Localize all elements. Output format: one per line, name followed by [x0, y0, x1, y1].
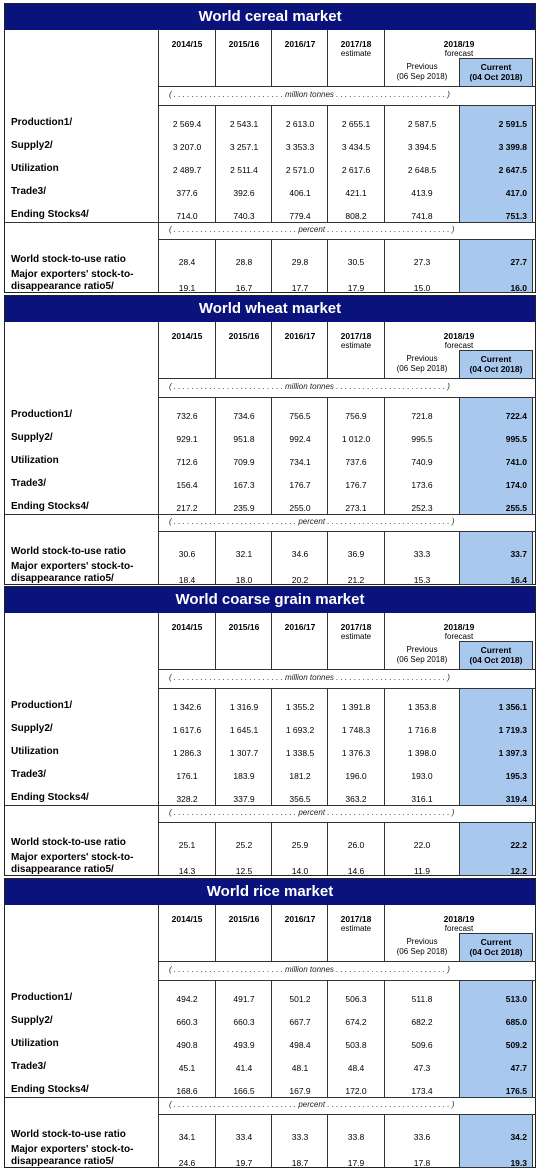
value-cell: 1 617.6 — [172, 725, 202, 735]
value-cell: 173.4 — [411, 1086, 433, 1096]
ratio-cell: 27.7 — [510, 257, 527, 267]
value-cell: 493.9 — [233, 1040, 255, 1050]
ratio-cell: 18.7 — [291, 1158, 309, 1168]
ratio-cell: 34.6 — [291, 549, 309, 559]
previous-label: Previous — [406, 62, 438, 71]
value-cell: 732.6 — [176, 411, 198, 421]
value-cell: 193.0 — [411, 771, 433, 781]
ratio-cell: 25.1 — [178, 840, 196, 850]
grid-line — [5, 222, 536, 223]
value-cell: 1 286.3 — [172, 748, 202, 758]
value-cell: 511.8 — [411, 994, 433, 1004]
unit-percent: ( . . . . . . . . . . . . . . . . . . . . . . . . . . . . percent . . . . . . . . . . . . . . . . . . . . . . . . . . . . ) — [169, 517, 455, 526]
ratio-cell: 11.9 — [414, 866, 430, 876]
value-cell: 337.9 — [233, 794, 255, 804]
ratio-cell: 24.6 — [178, 1158, 196, 1168]
value-cell: 377.6 — [176, 188, 198, 198]
value-cell: 3 399.8 — [498, 142, 527, 152]
previous-date: (06 Sep 2018) — [396, 655, 448, 664]
grid-line — [5, 514, 536, 515]
value-cell: 1 693.2 — [285, 725, 315, 735]
current-label: Current — [480, 62, 512, 72]
grid-line — [158, 322, 159, 584]
row-label: Supply2/ — [11, 140, 53, 151]
value-cell: 156.4 — [176, 480, 198, 490]
value-cell: 1 355.2 — [285, 702, 315, 712]
year-label: 2014/15 — [171, 914, 203, 924]
row-label: Utilization — [11, 746, 59, 757]
year-header — [159, 622, 215, 632]
previous-header — [385, 937, 459, 957]
value-cell: 506.3 — [345, 994, 367, 1004]
value-cell: 1 353.8 — [407, 702, 437, 712]
grid-line — [5, 805, 536, 806]
year-header — [159, 914, 215, 924]
year-header — [216, 331, 272, 341]
value-cell: 721.8 — [411, 411, 433, 421]
unit-million-tonnes: ( . . . . . . . . . . . . . . . . . . . . . . . . . million tonnes . . . . . . . . . . . . . . . . . . . . . . . . . ) — [169, 673, 450, 682]
ratio-cell: 34.1 — [178, 1132, 196, 1142]
row-label: Production1/ — [11, 409, 73, 420]
value-cell: 217.2 — [176, 503, 198, 513]
value-cell: 2 543.1 — [229, 119, 259, 129]
row-label: Trade3/ — [11, 186, 47, 197]
value-cell: 756.9 — [345, 411, 367, 421]
ratio-cell: 17.9 — [347, 283, 365, 293]
value-cell: 667.7 — [289, 1017, 311, 1027]
ratio-cell: 16.4 — [510, 575, 527, 585]
year-label: 2015/16 — [228, 39, 260, 49]
value-cell: 992.4 — [289, 434, 311, 444]
market-title: World coarse grain market — [5, 587, 535, 613]
forecast-label: forecast — [444, 632, 474, 641]
value-cell: 3 257.1 — [229, 142, 259, 152]
value-cell: 176.1 — [176, 771, 198, 781]
value-cell: 490.8 — [176, 1040, 198, 1050]
ratio-cell: 33.3 — [413, 549, 431, 559]
ratio-cell: 15.0 — [413, 283, 431, 293]
row-label: World stock-to-use ratio — [11, 254, 126, 265]
value-cell: 45.1 — [178, 1063, 196, 1073]
ratio-cell: 25.2 — [235, 840, 253, 850]
year-label: 2015/16 — [228, 622, 260, 632]
row-label: Production1/ — [11, 117, 73, 128]
value-cell: 47.3 — [413, 1063, 431, 1073]
unit-percent: ( . . . . . . . . . . . . . . . . . . . . . . . . . . . . percent . . . . . . . . . . . . . . . . . . . . . . . . . . . . ) — [169, 808, 455, 817]
grid-line — [5, 1097, 536, 1098]
ratio-cell: 32.1 — [235, 549, 253, 559]
value-cell: 1 376.3 — [341, 748, 371, 758]
value-cell: 3 353.3 — [285, 142, 315, 152]
value-cell: 509.2 — [505, 1040, 527, 1050]
value-cell: 168.6 — [176, 1086, 198, 1096]
row-label: Major exporters' stock-to- — [11, 852, 134, 863]
row-label: World stock-to-use ratio — [11, 546, 126, 557]
ratio-cell: 14.3 — [178, 866, 196, 876]
estimate-label: estimate — [340, 341, 372, 350]
market-title: World rice market — [5, 879, 535, 905]
value-cell: 2 613.0 — [285, 119, 315, 129]
ratio-cell: 17.7 — [291, 283, 309, 293]
value-cell: 41.4 — [235, 1063, 253, 1073]
value-cell: 995.5 — [505, 434, 527, 444]
forecast-header — [385, 622, 533, 642]
year-label: 2016/17 — [284, 39, 316, 49]
row-label: Production1/ — [11, 700, 73, 711]
current-date: (04 Oct 2018) — [469, 655, 523, 665]
ratio-cell: 19.7 — [235, 1158, 253, 1168]
ratio-cell: 22.2 — [510, 840, 527, 850]
year-label: 2015/16 — [228, 331, 260, 341]
ratio-cell: 17.8 — [413, 1158, 431, 1168]
value-cell: 319.4 — [505, 794, 527, 804]
year-header — [328, 39, 384, 59]
year-label: 2017/18 — [340, 622, 372, 632]
ratio-cell: 28.4 — [178, 257, 196, 267]
value-cell: 181.2 — [289, 771, 311, 781]
value-cell: 751.3 — [505, 211, 527, 221]
row-label: Supply2/ — [11, 1015, 53, 1026]
value-cell: 252.3 — [411, 503, 433, 513]
value-cell: 1 391.8 — [341, 702, 371, 712]
value-cell: 406.1 — [289, 188, 311, 198]
value-cell: 1 645.1 — [229, 725, 259, 735]
ratio-cell: 36.9 — [347, 549, 365, 559]
unit-percent: ( . . . . . . . . . . . . . . . . . . . . . . . . . . . . percent . . . . . . . . . . . . . . . . . . . . . . . . . . . . ) — [169, 225, 455, 234]
ratio-cell: 18.4 — [178, 575, 196, 585]
value-cell: 674.2 — [345, 1017, 367, 1027]
year-header — [272, 39, 328, 49]
value-cell: 1 307.7 — [229, 748, 259, 758]
ratio-cell: 34.2 — [510, 1132, 527, 1142]
previous-date: (06 Sep 2018) — [396, 364, 448, 373]
forecast-year: 2018/19 — [443, 914, 475, 924]
row-label: World stock-to-use ratio — [11, 1129, 126, 1140]
market-table — [4, 3, 536, 293]
value-cell: 503.8 — [345, 1040, 367, 1050]
previous-label: Previous — [406, 937, 438, 946]
previous-date: (06 Sep 2018) — [396, 72, 448, 81]
value-cell: 47.7 — [510, 1063, 527, 1073]
value-cell: 712.6 — [176, 457, 198, 467]
year-header — [272, 622, 328, 632]
value-cell: 413.9 — [411, 188, 433, 198]
market-title: World wheat market — [5, 296, 535, 322]
current-label: Current — [480, 354, 512, 364]
value-cell: 235.9 — [233, 503, 255, 513]
value-cell: 501.2 — [289, 994, 311, 1004]
ratio-cell: 15.3 — [413, 575, 431, 585]
year-label: 2015/16 — [228, 914, 260, 924]
value-cell: 173.6 — [411, 480, 433, 490]
value-cell: 328.2 — [176, 794, 198, 804]
value-cell: 172.0 — [345, 1086, 367, 1096]
value-cell: 316.1 — [411, 794, 433, 804]
value-cell: 2 489.7 — [172, 165, 202, 175]
market-table — [4, 586, 536, 876]
ratio-cell: 12.5 — [235, 866, 253, 876]
value-cell: 498.4 — [289, 1040, 311, 1050]
year-label: 2017/18 — [340, 914, 372, 924]
value-cell: 176.7 — [345, 480, 367, 490]
forecast-year: 2018/19 — [443, 39, 475, 49]
year-label: 2017/18 — [340, 331, 372, 341]
value-cell: 2 511.4 — [230, 165, 258, 175]
value-cell: 3 394.5 — [407, 142, 437, 152]
value-cell: 167.9 — [289, 1086, 311, 1096]
value-cell: 951.8 — [233, 434, 255, 444]
forecast-header — [385, 39, 533, 59]
year-header — [272, 331, 328, 341]
value-cell: 1 338.5 — [285, 748, 315, 758]
value-cell: 734.6 — [233, 411, 255, 421]
value-cell: 1 716.8 — [407, 725, 437, 735]
estimate-label: estimate — [340, 632, 372, 641]
row-label: disappearance ratio5/ — [11, 573, 114, 584]
previous-label: Previous — [406, 354, 438, 363]
ratio-cell: 22.0 — [413, 840, 431, 850]
value-cell: 392.6 — [233, 188, 255, 198]
row-label: World stock-to-use ratio — [11, 837, 126, 848]
row-label: Supply2/ — [11, 723, 53, 734]
year-header — [216, 622, 272, 632]
value-cell: 740.3 — [233, 211, 255, 221]
ratio-cell: 27.3 — [413, 257, 431, 267]
year-label: 2016/17 — [284, 331, 316, 341]
current-header — [459, 62, 533, 82]
row-label: Utilization — [11, 163, 59, 174]
year-label: 2014/15 — [171, 39, 203, 49]
value-cell: 1 397.3 — [498, 748, 527, 758]
value-cell: 2 571.0 — [285, 165, 315, 175]
row-label: Trade3/ — [11, 478, 47, 489]
row-label: Production1/ — [11, 992, 73, 1003]
forecast-label: forecast — [444, 341, 474, 350]
ratio-cell: 33.6 — [413, 1132, 431, 1142]
ratio-cell: 30.5 — [347, 257, 365, 267]
forecast-label: forecast — [444, 924, 474, 933]
year-label: 2016/17 — [284, 914, 316, 924]
row-label: disappearance ratio5/ — [11, 1156, 114, 1167]
value-cell: 1 748.3 — [341, 725, 371, 735]
value-cell: 195.3 — [505, 771, 527, 781]
market-table — [4, 878, 536, 1168]
value-cell: 255.5 — [505, 503, 527, 513]
value-cell: 2 587.5 — [407, 119, 437, 129]
grid-line — [158, 905, 159, 1167]
year-label: 2014/15 — [171, 622, 203, 632]
value-cell: 1 719.3 — [498, 725, 527, 735]
value-cell: 779.4 — [289, 211, 311, 221]
previous-header — [385, 62, 459, 82]
ratio-cell: 19.1 — [178, 283, 196, 293]
current-header — [459, 645, 533, 665]
value-cell: 722.4 — [505, 411, 527, 421]
row-label: Ending Stocks4/ — [11, 209, 89, 220]
value-cell: 2 617.6 — [341, 165, 371, 175]
ratio-cell: 30.6 — [178, 549, 196, 559]
row-label: Supply2/ — [11, 432, 53, 443]
previous-header — [385, 645, 459, 665]
current-label: Current — [480, 645, 512, 655]
value-cell: 741.0 — [505, 457, 527, 467]
value-cell: 3 434.5 — [341, 142, 371, 152]
value-cell: 273.1 — [345, 503, 367, 513]
row-label: disappearance ratio5/ — [11, 281, 114, 292]
value-cell: 255.0 — [289, 503, 311, 513]
value-cell: 740.9 — [411, 457, 433, 467]
ratio-cell: 20.2 — [291, 575, 309, 585]
ratio-cell: 18.0 — [235, 575, 253, 585]
ratio-cell: 17.9 — [347, 1158, 365, 1168]
ratio-cell: 21.2 — [347, 575, 365, 585]
row-label: Trade3/ — [11, 769, 47, 780]
grid-line — [158, 30, 159, 292]
ratio-cell: 33.7 — [510, 549, 527, 559]
value-cell: 2 655.1 — [341, 119, 371, 129]
current-date: (04 Oct 2018) — [469, 947, 523, 957]
year-header — [272, 914, 328, 924]
ratio-cell: 14.0 — [291, 866, 309, 876]
row-label: Utilization — [11, 455, 59, 466]
value-cell: 494.2 — [176, 994, 198, 1004]
forecast-header — [385, 331, 533, 351]
value-cell: 174.0 — [505, 480, 527, 490]
row-label: Major exporters' stock-to- — [11, 1144, 134, 1155]
ratio-cell: 14.6 — [347, 866, 365, 876]
row-label: Utilization — [11, 1038, 59, 1049]
year-header — [328, 914, 384, 934]
market-title: World cereal market — [5, 4, 535, 30]
value-cell: 196.0 — [345, 771, 367, 781]
value-cell: 929.1 — [176, 434, 198, 444]
current-date: (04 Oct 2018) — [469, 72, 523, 82]
value-cell: 509.6 — [411, 1040, 433, 1050]
row-label: Ending Stocks4/ — [11, 1084, 89, 1095]
current-date: (04 Oct 2018) — [469, 364, 523, 374]
value-cell: 660.3 — [176, 1017, 198, 1027]
value-cell: 3 207.0 — [172, 142, 202, 152]
ratio-cell: 12.2 — [510, 866, 527, 876]
previous-header — [385, 354, 459, 374]
value-cell: 176.7 — [289, 480, 311, 490]
value-cell: 734.1 — [289, 457, 311, 467]
previous-date: (06 Sep 2018) — [396, 947, 448, 956]
estimate-label: estimate — [340, 49, 372, 58]
year-header — [159, 331, 215, 341]
value-cell: 2 591.5 — [498, 119, 527, 129]
ratio-cell: 19.3 — [510, 1158, 527, 1168]
value-cell: 48.1 — [291, 1063, 309, 1073]
value-cell: 685.0 — [505, 1017, 527, 1027]
value-cell: 1 012.0 — [341, 434, 371, 444]
grid-line — [158, 613, 159, 875]
ratio-cell: 16.0 — [510, 283, 527, 293]
value-cell: 166.5 — [233, 1086, 255, 1096]
value-cell: 1 316.9 — [229, 702, 259, 712]
value-cell: 48.4 — [347, 1063, 365, 1073]
value-cell: 1 356.1 — [498, 702, 527, 712]
value-cell: 513.0 — [505, 994, 527, 1004]
value-cell: 363.2 — [345, 794, 367, 804]
value-cell: 491.7 — [233, 994, 255, 1004]
year-label: 2014/15 — [171, 331, 203, 341]
year-header — [328, 622, 384, 642]
ratio-cell: 33.3 — [291, 1132, 309, 1142]
year-header — [216, 39, 272, 49]
value-cell: 741.8 — [411, 211, 433, 221]
row-label: Ending Stocks4/ — [11, 792, 89, 803]
unit-million-tonnes: ( . . . . . . . . . . . . . . . . . . . . . . . . . million tonnes . . . . . . . . . . . . . . . . . . . . . . . . . ) — [169, 382, 450, 391]
value-cell: 709.9 — [233, 457, 255, 467]
value-cell: 417.0 — [505, 188, 527, 198]
value-cell: 1 342.6 — [172, 702, 202, 712]
forecast-header — [385, 914, 533, 934]
ratio-cell: 33.8 — [347, 1132, 365, 1142]
value-cell: 808.2 — [345, 211, 367, 221]
year-header — [216, 914, 272, 924]
row-label: disappearance ratio5/ — [11, 864, 114, 875]
ratio-cell: 33.4 — [235, 1132, 253, 1142]
unit-million-tonnes: ( . . . . . . . . . . . . . . . . . . . . . . . . . million tonnes . . . . . . . . . . . . . . . . . . . . . . . . . ) — [169, 90, 450, 99]
value-cell: 421.1 — [345, 188, 367, 198]
value-cell: 176.5 — [505, 1086, 527, 1096]
ratio-cell: 28.8 — [235, 257, 253, 267]
ratio-cell: 16.7 — [235, 283, 253, 293]
year-header — [328, 331, 384, 351]
year-label: 2017/18 — [340, 39, 372, 49]
value-cell: 356.5 — [289, 794, 311, 804]
previous-label: Previous — [406, 645, 438, 654]
year-label: 2016/17 — [284, 622, 316, 632]
value-cell: 714.0 — [176, 211, 198, 221]
value-cell: 1 398.0 — [407, 748, 437, 758]
value-cell: 660.3 — [233, 1017, 255, 1027]
row-label: Major exporters' stock-to- — [11, 269, 134, 280]
value-cell: 995.5 — [411, 434, 433, 444]
unit-million-tonnes: ( . . . . . . . . . . . . . . . . . . . . . . . . . million tonnes . . . . . . . . . . . . . . . . . . . . . . . . . ) — [169, 965, 450, 974]
current-label: Current — [480, 937, 512, 947]
ratio-cell: 25.9 — [291, 840, 309, 850]
value-cell: 183.9 — [233, 771, 255, 781]
row-label: Ending Stocks4/ — [11, 501, 89, 512]
unit-percent: ( . . . . . . . . . . . . . . . . . . . . . . . . . . . . percent . . . . . . . . . . . . . . . . . . . . . . . . . . . . ) — [169, 1100, 455, 1109]
value-cell: 2 648.5 — [407, 165, 437, 175]
value-cell: 756.5 — [289, 411, 311, 421]
current-header — [459, 937, 533, 957]
forecast-year: 2018/19 — [443, 622, 475, 632]
forecast-year: 2018/19 — [443, 331, 475, 341]
year-header — [159, 39, 215, 49]
estimate-label: estimate — [340, 924, 372, 933]
value-cell: 2 647.5 — [498, 165, 527, 175]
ratio-cell: 29.8 — [291, 257, 309, 267]
row-label: Major exporters' stock-to- — [11, 561, 134, 572]
current-header — [459, 354, 533, 374]
market-table — [4, 295, 536, 585]
forecast-label: forecast — [444, 49, 474, 58]
value-cell: 167.3 — [233, 480, 255, 490]
row-label: Trade3/ — [11, 1061, 47, 1072]
ratio-cell: 26.0 — [347, 840, 365, 850]
value-cell: 682.2 — [411, 1017, 433, 1027]
value-cell: 2 569.4 — [172, 119, 202, 129]
value-cell: 737.6 — [345, 457, 367, 467]
